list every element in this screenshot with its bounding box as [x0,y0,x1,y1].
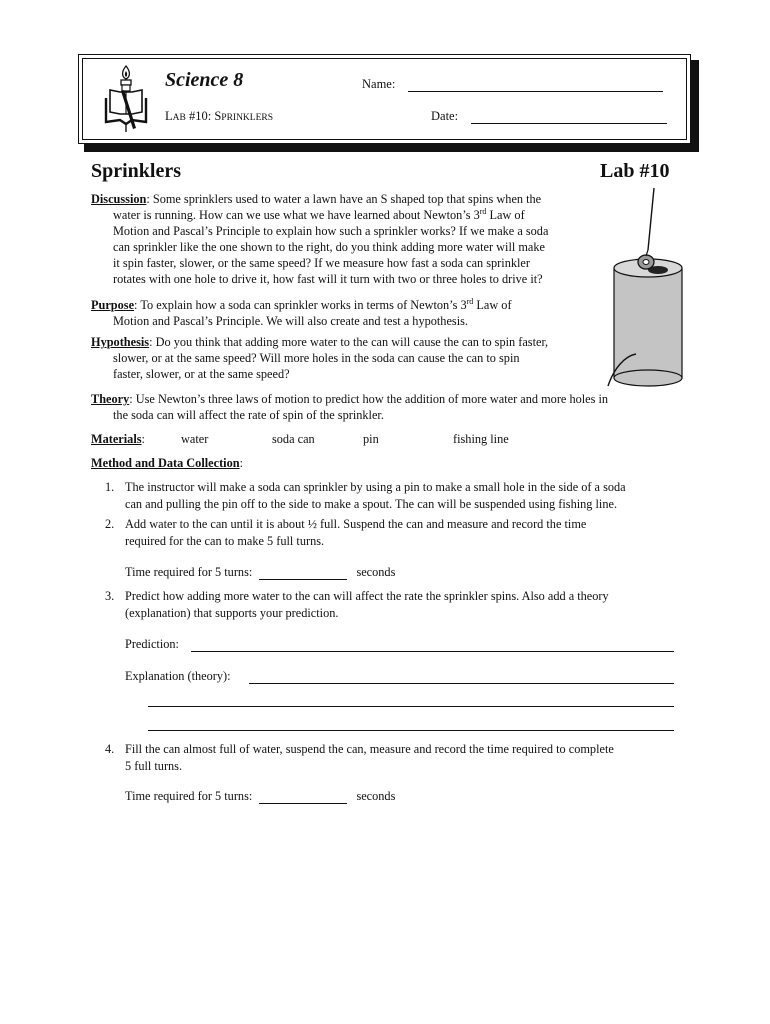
lab-topic: SPRINKLERS [214,109,274,123]
lab-number: #10: [188,109,212,123]
step-line: The instructor will make a soda can sprinkler by using a pin to make a small hole in the side of a soda [125,480,626,494]
method-step [105,516,690,549]
step-line: can and pulling the pin off to the side to make a spout. The can will be suspended using fishing line. [125,496,618,511]
purpose-section [91,297,611,329]
discussion-line: rotates with one hole to drive it, how fast will it turn with two or three holes to drive it? [113,272,543,286]
method-step [105,479,690,512]
time-label: Time required for 5 turns: [125,789,253,803]
hypothesis-line: slower, or at the same speed? Will more holes in the soda can cause the can to spin [113,351,520,365]
date-label: Date: [431,109,459,123]
step-line: Add water to the can until it is about ½ full. Suspend the can and measure and record the time [125,517,587,531]
course-title: Science 8 [165,69,244,91]
purpose-line: Law of [473,298,512,312]
explanation-blank[interactable] [148,706,674,707]
step-number: 3. [105,589,115,603]
soda-can-sprinkler-illustration [600,188,690,398]
time-blank[interactable] [259,791,347,804]
step-line: required for the can to make 5 full turns. [125,533,325,548]
discussion-line: water is running. How can we use what we have learned about Newton’s 3 [113,208,480,222]
lab-number-title: Lab #10 [600,160,670,182]
step-line: (explanation) that supports your prediction. [125,605,339,620]
date-blank[interactable] [471,111,667,124]
method-heading [91,455,243,471]
seconds-label: seconds [356,565,396,579]
seconds-label: seconds [356,789,396,803]
hypothesis-label: Hypothesis [91,335,150,349]
time-field-half-full[interactable] [125,565,395,580]
name-blank[interactable] [408,79,663,92]
step-number: 2. [105,517,115,531]
name-label: Name: [362,77,396,91]
superscript: rd [479,206,487,216]
discussion-line: : Some sprinklers used to water a lawn have an S shaped top that spins when the [146,192,542,206]
explanation-field[interactable] [125,669,231,684]
hypothesis-line: : Do you think that adding more water to the can will cause the can to spin faster, [149,335,549,349]
prediction-blank[interactable] [191,651,674,652]
discussion-line: can sprinkler like the one shown to the right, do you think adding more water will make [113,240,546,254]
prediction-label: Prediction: [125,637,179,651]
torch-book-logo-icon [100,62,150,138]
material-item: soda can [272,432,315,446]
lab-prefix: LAB [165,109,186,123]
theory-label: Theory [91,392,130,406]
materials-section [91,431,691,447]
theory-line: the soda can will affect the rate of spin of the sprinkler. [113,408,384,422]
page-title: Sprinklers [91,160,182,182]
purpose-label: Purpose [91,298,135,312]
material-item: water [181,432,209,446]
discussion-line: it spin faster, slower, or the same speed? If we measure how fast a soda can sprinkler [113,256,530,270]
method-label: Method and Data Collection [91,456,240,470]
prediction-field[interactable] [125,637,179,652]
discussion-section [91,191,611,287]
material-item: fishing line [453,432,509,446]
hypothesis-section [91,334,611,382]
step-number: 1. [105,480,115,494]
step-line: Predict how adding more water to the can will affect the rate the sprinkler spins. Also add a theory [125,589,609,603]
explanation-blank[interactable] [148,730,674,731]
materials-colon: : [141,432,145,446]
time-field-almost-full[interactable] [125,789,395,804]
purpose-line: Motion and Pascal’s Principle. We will also create and test a hypothesis. [113,314,468,328]
theory-line: : Use Newton’s three laws of motion to predict how the addition of more water and more holes in [129,392,609,406]
purpose-line: : To explain how a soda can sprinkler works in terms of Newton’s 3 [134,298,467,312]
method-step [105,741,690,774]
time-blank[interactable] [259,567,347,580]
theory-section [91,391,691,423]
discussion-label: Discussion [91,192,147,206]
superscript: rd [466,296,474,306]
step-line: Fill the can almost full of water, suspend the can, measure and record the time required to complete [125,742,614,756]
time-label: Time required for 5 turns: [125,565,253,579]
materials-label: Materials [91,432,142,446]
discussion-line: Law of [486,208,525,222]
date-field[interactable] [431,109,667,124]
explanation-label: Explanation (theory): [125,669,231,683]
method-colon: : [239,456,244,470]
material-item: pin [363,432,379,446]
name-field[interactable] [362,77,663,92]
hypothesis-line: faster, slower, or at the same speed? [113,367,290,381]
method-step [105,588,690,621]
lab-subtitle [165,109,273,124]
step-line: 5 full turns. [125,758,183,773]
discussion-line: Motion and Pascal’s Principle to explain how such a sprinkler works? If we make a soda [113,224,549,238]
step-number: 4. [105,742,115,756]
explanation-blank[interactable] [249,683,674,684]
